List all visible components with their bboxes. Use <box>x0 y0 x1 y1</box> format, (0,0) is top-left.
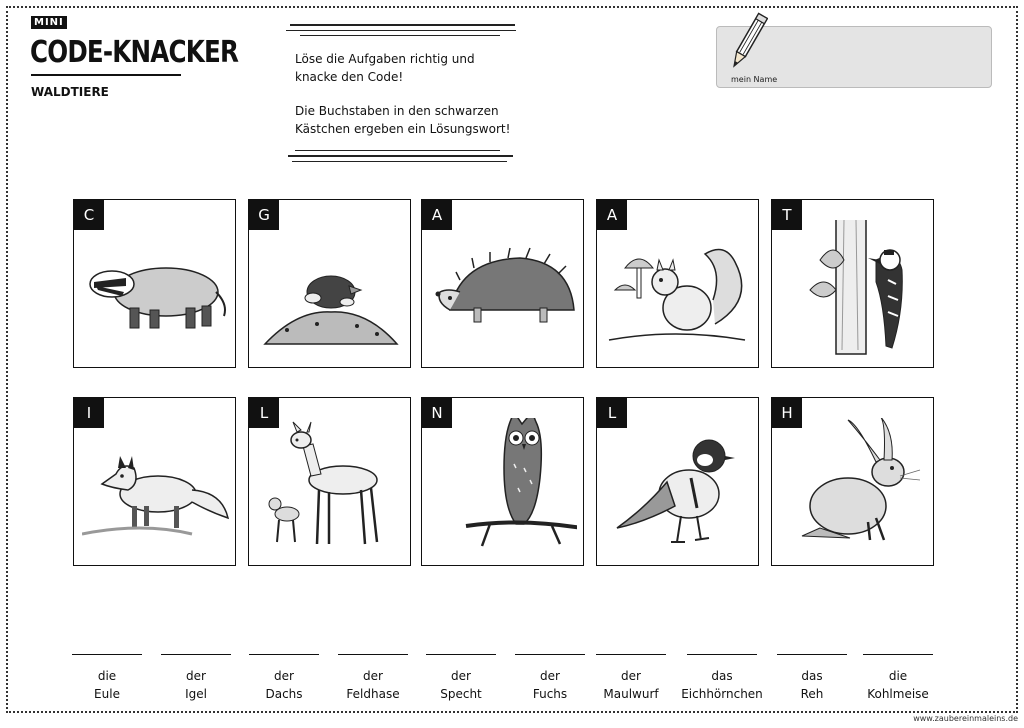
code-letter: A <box>597 200 627 230</box>
page-subtitle: WALDTIERE <box>31 85 109 99</box>
animal-card <box>248 199 411 368</box>
answer-article: der <box>274 669 294 683</box>
instruction-line: knacke den Code! <box>295 70 404 84</box>
title-underline <box>31 74 181 76</box>
answer-line[interactable] <box>338 654 408 655</box>
answer-slot <box>510 654 590 703</box>
answer-slot <box>672 654 772 703</box>
animal-card <box>248 397 411 566</box>
tit-bird-icon <box>605 418 752 558</box>
code-letter: L <box>249 398 279 428</box>
answer-article: die <box>97 669 117 683</box>
answer-line[interactable] <box>596 654 666 655</box>
answer-slot <box>772 654 852 703</box>
animal-card <box>771 397 934 566</box>
answer-article: der <box>451 669 471 683</box>
answer-noun: Reh <box>800 687 824 701</box>
animal-card <box>421 397 584 566</box>
code-letter: C <box>74 200 104 230</box>
code-letter: A <box>422 200 452 230</box>
answer-slot <box>244 654 324 703</box>
code-letter: G <box>249 200 279 230</box>
mini-badge: MINI <box>31 16 67 29</box>
instruction-line: Kästchen ergeben ein Lösungswort! <box>295 122 511 136</box>
answer-noun: Eule <box>94 687 120 701</box>
answer-noun: Eichhörnchen <box>681 687 763 701</box>
brush-stroke <box>300 35 500 36</box>
animal-card <box>596 199 759 368</box>
badger-icon <box>82 220 229 360</box>
answer-noun: Fuchs <box>532 687 568 701</box>
answer-line[interactable] <box>161 654 231 655</box>
answer-slot <box>67 654 147 703</box>
answer-noun: Dachs <box>265 687 303 701</box>
instruction-line: Die Buchstaben in den schwarzen <box>295 104 499 118</box>
answer-article: das <box>801 669 823 683</box>
page-title: CODE-KNACKER <box>30 35 239 70</box>
answer-noun: Feldhase <box>346 687 400 701</box>
answer-article: der <box>363 669 383 683</box>
animal-card <box>596 397 759 566</box>
pencil-icon <box>728 10 768 74</box>
brush-stroke <box>295 150 500 151</box>
brush-stroke <box>288 155 513 157</box>
animal-card <box>771 199 934 368</box>
footer-url: www.zaubereinmaleins.de <box>913 714 1018 723</box>
answer-noun: Igel <box>185 687 207 701</box>
answer-line[interactable] <box>687 654 757 655</box>
answer-noun: Kohlmeise <box>867 687 929 701</box>
hedgehog-icon <box>430 220 577 360</box>
brush-stroke <box>292 161 507 162</box>
answer-slot <box>333 654 413 703</box>
owl-icon <box>430 418 577 558</box>
answer-article: der <box>621 669 641 683</box>
code-letter: L <box>597 398 627 428</box>
fox-icon <box>82 418 229 558</box>
answer-noun: Specht <box>440 687 482 701</box>
answer-article: das <box>711 669 733 683</box>
code-letter: I <box>74 398 104 428</box>
animal-card <box>421 199 584 368</box>
code-letter: N <box>422 398 452 428</box>
answer-article: die <box>888 669 908 683</box>
answer-line[interactable] <box>426 654 496 655</box>
answer-noun: Maulwurf <box>603 687 659 701</box>
animal-card <box>73 199 236 368</box>
answer-article: der <box>540 669 560 683</box>
answer-slot <box>421 654 501 703</box>
instructions <box>295 50 510 154</box>
answer-article: der <box>186 669 206 683</box>
squirrel-icon <box>605 220 752 360</box>
hare-icon <box>780 418 927 558</box>
deer-icon <box>257 418 404 558</box>
brush-stroke <box>286 30 516 31</box>
animal-card <box>73 397 236 566</box>
woodpecker-icon <box>780 220 927 360</box>
answer-slot <box>858 654 938 703</box>
brush-stroke <box>290 24 515 26</box>
answer-line[interactable] <box>863 654 933 655</box>
answer-slot <box>591 654 671 703</box>
answer-slot <box>156 654 236 703</box>
mole-icon <box>257 220 404 360</box>
code-letter: H <box>772 398 802 428</box>
answer-line[interactable] <box>515 654 585 655</box>
code-letter: T <box>772 200 802 230</box>
name-field-label: mein Name <box>731 75 778 84</box>
answer-line[interactable] <box>72 654 142 655</box>
answer-line[interactable] <box>777 654 847 655</box>
answer-line[interactable] <box>249 654 319 655</box>
instruction-line: Löse die Aufgaben richtig und <box>295 52 475 66</box>
